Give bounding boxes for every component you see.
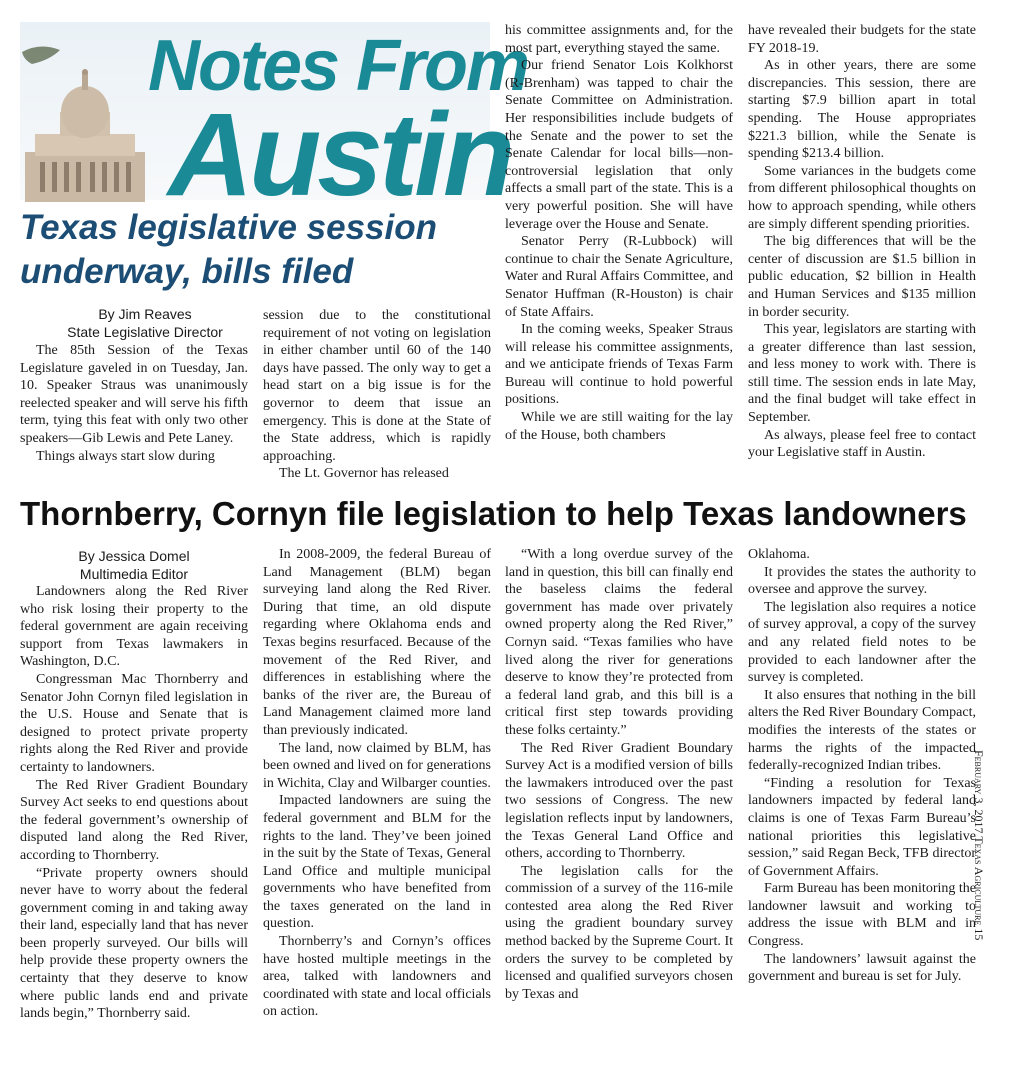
- paragraph: The legislation also requires a notice of survey approval, a copy of the survey and any related field notes to be provided to each landowner after the survey is completed.: [748, 599, 976, 686]
- paragraph: Thornberry’s and Cornyn’s offices have hosted multiple meetings in the area, talked with landowners and coordinated with state and local officials on action.: [263, 934, 491, 1020]
- article2-column-4: [748, 546, 976, 986]
- article1-column-1: [20, 342, 248, 465]
- article1-column-4: [748, 22, 976, 462]
- article1-column-3: [505, 22, 733, 444]
- paragraph: Things always start slow during: [36, 448, 215, 464]
- paragraph: “With a long overdue survey of the land in question, this bill can finally end the baseless claims the federal government has made over privately owned property along the Red River,” Cornyn said. “Texas families who have lived along the river for generations deserve to know they’re protected from a federal land grab, and this bill is a critical first step towards providing these folks certainty.”: [505, 547, 733, 738]
- paragraph: Congressman Mac Thornberry and Senator John Cornyn filed legislation in the U.S. House and Senate that is designed to protect private property rights along the Red River and provide certainty to landowners.: [20, 671, 248, 775]
- paragraph: Senator Perry (R-Lubbock) will continue to chair the Senate Agriculture, Water and Rural Affairs Committee, and Senator Huffman (R-Houston) is chair of State Affairs.: [505, 234, 733, 320]
- article1-byline-name: By Jim Reaves: [98, 306, 192, 322]
- paragraph: The Red River Gradient Boundary Survey Act seeks to end questions about the federal government’s ownership of disputed land along the Red River, according to Thornberry.: [20, 777, 248, 863]
- paragraph: Some variances in the budgets come from different philosophical thoughts on how to approach spending, while others are simply different spending priorities.: [748, 163, 976, 232]
- article2-headline: Thornberry, Cornyn file legislation to help Texas landowners: [20, 495, 967, 532]
- paragraph: Impacted landowners are suing the federal government and BLM for the rights to the land. They’ve been joined in the suit by the State of Texas, General Land Office and multiple municipal governments who have benefited from the taxes generated on the land in question.: [263, 793, 491, 932]
- paragraph: The Red River Gradient Boundary Survey Act is a modified version of bills the lawmakers introduced over the past two sessions of Congress. The new legislation reflects input by landowners, the Texas General Land Office and others, according to Thornberry.: [505, 740, 733, 862]
- paragraph: Oklahoma.: [748, 547, 810, 562]
- paragraph: In 2008-2009, the federal Bureau of Land Management (BLM) began surveying land along the Red River. During that time, an old dispute regarding where Oklahoma ends and Texas begins resurfaced. Because of the movement of the Red River, and differences in establishing where the banks of the river are, the Bureau of Land Management claimed more land than previously indicated.: [263, 547, 491, 738]
- paragraph: The landowners’ lawsuit against the government and bureau is set for July.: [748, 951, 976, 985]
- capitol-building-illustration: [20, 42, 150, 202]
- masthead-title-line2: Austin: [168, 89, 512, 221]
- paragraph: Farm Bureau has been monitoring the landowner lawsuit and working to address the issue with BLM and in Congress.: [748, 881, 976, 950]
- folio-text: February 3, 2017 Texas Agriculture 15: [972, 750, 986, 941]
- paragraph: The legislation calls for the commission of a survey of the 116-mile contested area along the Red River using the gradient boundary survey method backed by the Supreme Court. It orders the survey to be completed by licensed and qualified surveyors chosen by Texas and: [505, 863, 733, 1002]
- article2-column-3: [505, 546, 733, 1003]
- article1-byline-title: State Legislative Director: [67, 324, 223, 340]
- paragraph: As in other years, there are some discrepancies. This session, there are starting $7.9 billion apart in total spending. The House appropriates $221.3 billion, while the Senate is spending $213.4 billion.: [748, 58, 976, 162]
- paragraph: As always, please feel free to contact your Legislative staff in Austin.: [748, 427, 976, 461]
- paragraph: his committee assignments and, for the most part, everything stayed the same.: [505, 23, 733, 56]
- page-folio: [970, 740, 1000, 1070]
- masthead-banner: [20, 22, 529, 221]
- paragraph: Our friend Senator Lois Kolkhorst (R-Brenham) was tapped to chair the Senate Committee on Administration. Her responsibilities include budgets of the Senate and the power to set the Senate Calendar for local bills—non-controversial legislation that only affects a small part of the state. This is a very powerful position. She will have leverage over the House and Senate.: [505, 58, 733, 232]
- paragraph: The 85th Session of the Texas Legislature gaveled in on Tuesday, Jan. 10. Speaker Straus was unanimously reelected speaker and will serve his fifth term, tying this feat with only two other speakers—Gib Lewis and Pete Laney.: [20, 343, 248, 446]
- article2-byline: [20, 547, 248, 583]
- article2-column-2: [263, 546, 491, 1021]
- article2-byline-title: Multimedia Editor: [79, 566, 189, 582]
- paragraph: It also ensures that nothing in the bill alters the Red River Boundary Compact, modifies the interests of the states or harms the rights of the impacted federally-recognized Indian tribes.: [748, 687, 976, 774]
- article1-byline: [20, 305, 270, 341]
- paragraph: The land, now claimed by BLM, has been owned and lived on for generations in Wichita, Clay and Wilbarger counties.: [263, 740, 491, 791]
- paragraph: This year, legislators are starting with a greater difference than last session, and less money to work with. There is still time. The session ends in late May, and the final budget will take effect in September.: [748, 322, 976, 426]
- paragraph: In the coming weeks, Speaker Straus will release his committee assignments, and we anticipate friends of Texas Farm Bureau will continue to hold powerful positions.: [505, 322, 733, 408]
- paragraph: session due to the constitutional requirement of not voting on legislation in either chamber until 60 of the 140 days have passed. The only way to get a head start on a big issue is for the governor to deem that issue an emergency. This is done at the State of the State address, which is rapidly approaching.: [263, 308, 491, 464]
- article1-column-2: [263, 307, 491, 483]
- paragraph: “Private property owners should never have to worry about the federal government coming in and taking away their land, especially land that has never been properly surveyed. Our bills will help provide these property owners the certainty that they deserve to know where public lands end and private lands begin,” Thornberry said.: [20, 865, 248, 1022]
- paragraph: It provides the states the authority to oversee and approve the survey.: [748, 564, 976, 598]
- article1-headline: Texas legislative session underway, bills filed: [20, 208, 437, 291]
- paragraph: “Finding a resolution for Texas landowners impacted by federal land claims is one of Texas Farm Bureau’s national priorities this legislative session,” said Regan Beck, TFB director of Government Affairs.: [748, 775, 976, 879]
- paragraph: The Lt. Governor has released: [279, 466, 449, 482]
- paragraph: While we are still waiting for the lay of the House, both chambers: [505, 410, 733, 443]
- paragraph: Landowners along the Red River who risk losing their property to the federal government are again receiving support from Texas lawmakers in Washington, D.C.: [20, 584, 248, 670]
- article2-byline-name: By Jessica Domel: [78, 548, 190, 564]
- paragraph: The big differences that will be the center of discussion are $1.5 billion in public education, $2 billion in Health and Human Services and $135 million in border security.: [748, 234, 976, 320]
- masthead-title-line1: Notes From: [148, 26, 529, 106]
- paragraph: have revealed their budgets for the state FY 2018-19.: [748, 23, 976, 56]
- article2-column-1: [20, 583, 248, 1023]
